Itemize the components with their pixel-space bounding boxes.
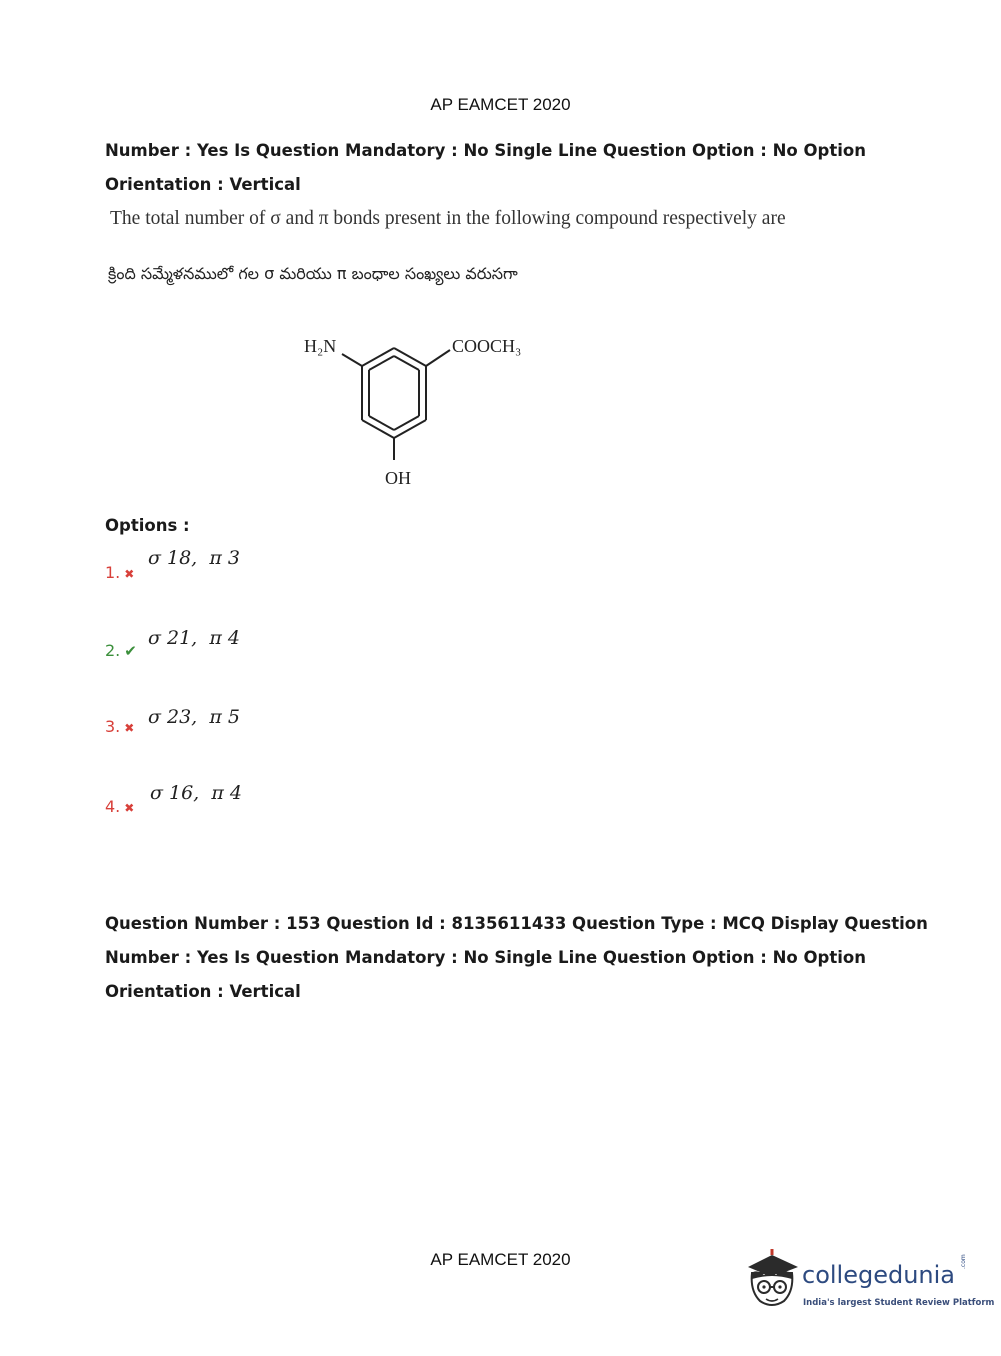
option-number-text: 4. [105, 797, 121, 816]
option-number-text: 3. [105, 717, 121, 736]
question-meta-line-1: Number : Yes Is Question Mandatory : No Single Line Question Option : No Option [105, 141, 866, 160]
next-question-meta-line-1: Question Number : 153 Question Id : 8135611433 Question Type : MCQ Display Question [105, 914, 928, 933]
mascot-icon [742, 1247, 802, 1315]
substituent-label-hydroxyl: OH [385, 468, 411, 488]
option-1-text [148, 547, 240, 569]
wrong-mark-icon: ✖ [124, 567, 135, 581]
option-3-number [105, 717, 134, 736]
correct-check-icon: ✔ [124, 642, 137, 660]
option-pi-value: π 3 [209, 547, 240, 569]
substituent-label-amine: H₂N [304, 336, 337, 356]
option-sigma-value: σ 16, [150, 782, 200, 804]
option-4-text [150, 782, 242, 804]
options-label: Options : [105, 516, 190, 535]
option-pi-value: π 5 [209, 706, 240, 728]
question-meta-line-2: Orientation : Vertical [105, 175, 301, 194]
option-2-number [105, 641, 137, 660]
option-2-text [148, 627, 240, 649]
benzene-ring [342, 348, 450, 460]
option-number-text: 2. [105, 641, 121, 660]
next-question-meta-line-3: Orientation : Vertical [105, 982, 301, 1001]
next-question-meta-line-2: Number : Yes Is Question Mandatory : No Single Line Question Option : No Option [105, 948, 866, 967]
option-pi-value: π 4 [209, 627, 240, 649]
logo-wordmark: collegedunia [802, 1261, 956, 1289]
logo-com-suffix: .com [960, 1254, 967, 1269]
option-1-number [105, 563, 134, 582]
page-header-title: AP EAMCET 2020 [430, 95, 571, 114]
question-text-telugu: క్రింది సమ్మేళనములో గల σ మరియు π బంధాల సంఖ్యలు వరుసగా [108, 264, 518, 283]
option-pi-value: π 4 [211, 782, 242, 804]
question-text-english: The total number of σ and π bonds present in the following compound respectively are [110, 208, 786, 229]
page-footer-title: AP EAMCET 2020 [430, 1250, 571, 1269]
wrong-mark-icon: ✖ [124, 721, 135, 735]
option-sigma-value: σ 21, [148, 627, 198, 649]
option-4-number [105, 797, 134, 816]
substituent-label-ester: COOCH₃ [452, 336, 522, 356]
logo-tagline: India's largest Student Review Platform [803, 1298, 995, 1308]
option-number-text: 1. [105, 563, 121, 582]
chemical-structure-diagram [290, 328, 550, 498]
collegedunia-logo [742, 1247, 995, 1317]
option-sigma-value: σ 23, [148, 706, 198, 728]
option-sigma-value: σ 18, [148, 547, 198, 569]
wrong-mark-icon: ✖ [124, 801, 135, 815]
option-3-text [148, 706, 240, 728]
